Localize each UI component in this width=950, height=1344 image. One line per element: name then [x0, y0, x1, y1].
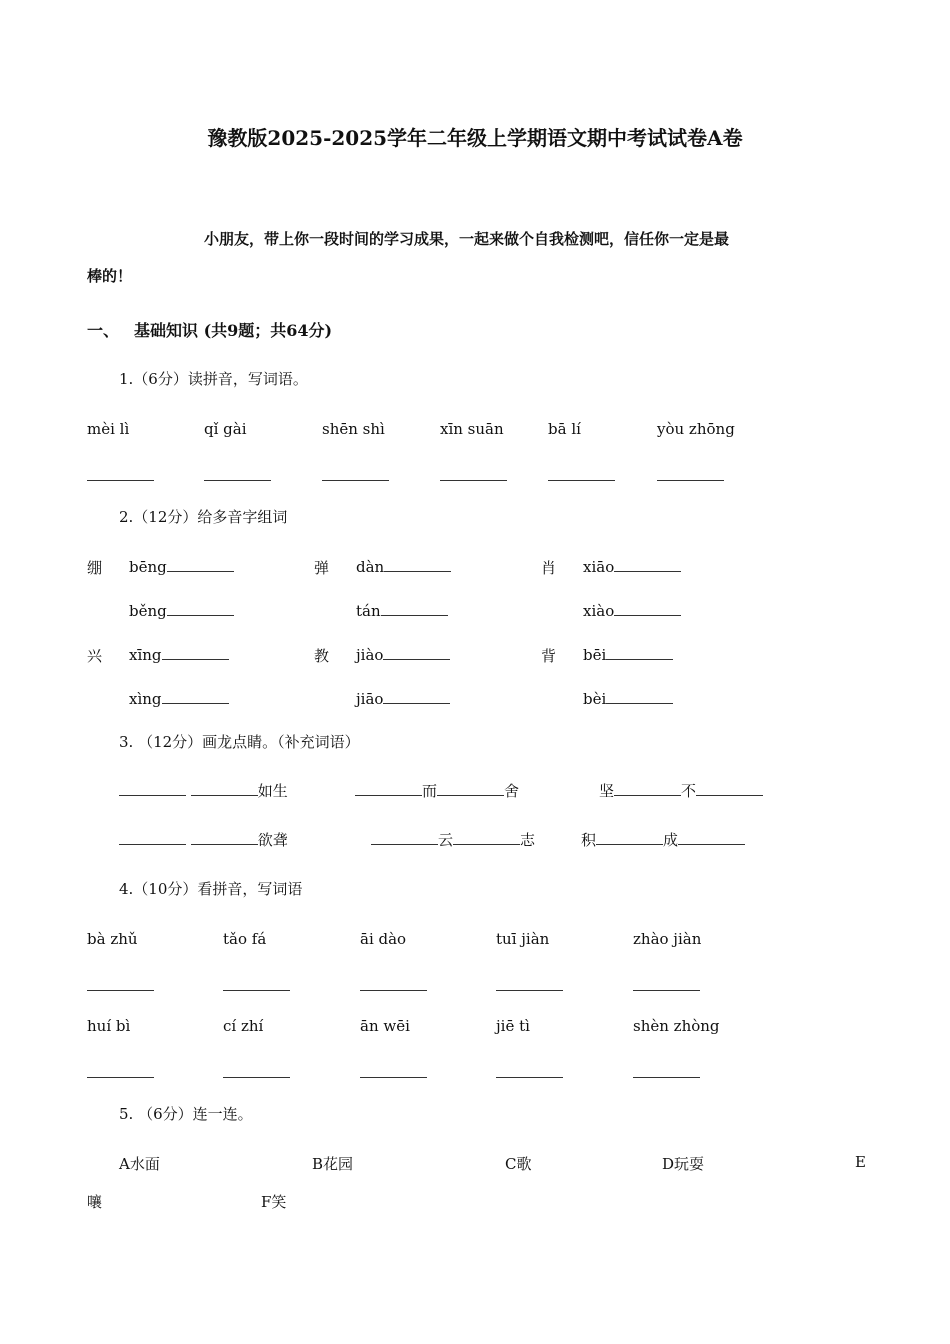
answer-blank[interactable] — [204, 480, 271, 481]
pinyin-item: āi dào — [360, 930, 407, 948]
intro-line-1: 小朋友，带上你一段时间的学习成果，一起来做个自我检测吧，信任你一定是最 — [204, 230, 730, 248]
pinyin-item: ān wēi — [360, 1017, 410, 1035]
answer-blank[interactable] — [614, 557, 681, 572]
question-3-label: 3. （12分）画龙点睛。（补充词语） — [119, 733, 360, 751]
answer-blank[interactable] — [437, 781, 504, 796]
reading-text: běng — [129, 602, 167, 620]
polyphone-reading — [129, 601, 234, 620]
section-heading: 基础知识 (共9题；共64分) — [134, 321, 333, 340]
reading-text: bèi — [583, 690, 607, 708]
polyphone-char: 教 — [314, 647, 330, 665]
polyphone-reading — [129, 689, 229, 708]
answer-blank[interactable] — [657, 480, 724, 481]
answer-blank[interactable] — [87, 990, 154, 991]
polyphone-char: 弹 — [314, 559, 330, 577]
polyphone-reading — [129, 645, 229, 664]
answer-blank[interactable] — [678, 830, 745, 845]
idiom-char: 而 — [422, 782, 438, 800]
match-item-continued[interactable]: 嚷 — [87, 1193, 103, 1211]
idiom-char: 如生 — [257, 782, 288, 800]
reading-text: xiào — [583, 602, 615, 620]
answer-blank[interactable] — [223, 990, 290, 991]
answer-blank[interactable] — [167, 601, 234, 616]
match-item[interactable]: F笑 — [261, 1193, 287, 1211]
reading-text: bēng — [129, 558, 167, 576]
reading-text: xìng — [129, 690, 162, 708]
answer-blank[interactable] — [614, 601, 681, 616]
polyphone-reading — [583, 645, 673, 664]
pinyin-item: xīn suān — [440, 420, 504, 438]
answer-blank[interactable] — [381, 601, 448, 616]
pinyin-item: mèi lì — [87, 420, 130, 438]
pinyin-item: jiē tì — [496, 1017, 530, 1035]
idiom-char: 云 — [438, 831, 454, 849]
reading-text: xiāo — [583, 558, 615, 576]
answer-blank[interactable] — [355, 781, 422, 796]
answer-blank[interactable] — [548, 480, 615, 481]
reading-text: jiāo — [356, 690, 384, 708]
idiom-item — [581, 829, 745, 850]
answer-blank[interactable] — [440, 480, 507, 481]
answer-blank[interactable] — [371, 830, 438, 845]
answer-blank[interactable] — [384, 557, 451, 572]
pinyin-item: huí bì — [87, 1017, 131, 1035]
answer-blank[interactable] — [223, 1077, 290, 1078]
polyphone-reading — [356, 689, 450, 708]
polyphone-reading — [583, 601, 681, 620]
polyphone-reading — [356, 557, 451, 576]
intro-line-2: 棒的！ — [87, 267, 133, 285]
idiom-item — [599, 780, 763, 801]
answer-blank[interactable] — [87, 480, 154, 481]
polyphone-char: 背 — [541, 647, 557, 665]
idiom-char: 坚 — [599, 782, 615, 800]
answer-blank[interactable] — [119, 781, 186, 796]
answer-blank[interactable] — [162, 645, 229, 660]
answer-blank[interactable] — [162, 689, 229, 704]
answer-blank[interactable] — [606, 689, 673, 704]
match-item[interactable]: E — [855, 1153, 866, 1171]
pinyin-item: qǐ gài — [204, 420, 247, 438]
match-item[interactable]: D玩耍 — [662, 1155, 705, 1173]
idiom-char: 积 — [581, 831, 597, 849]
answer-blank[interactable] — [322, 480, 389, 481]
answer-blank[interactable] — [596, 830, 663, 845]
match-item[interactable]: A水面 — [119, 1155, 160, 1173]
answer-blank[interactable] — [191, 830, 258, 845]
answer-blank[interactable] — [453, 830, 520, 845]
answer-blank[interactable] — [360, 990, 427, 991]
polyphone-reading — [583, 689, 673, 708]
pinyin-item: yòu zhōng — [657, 420, 735, 438]
question-4-label: 4.（10分）看拼音，写词语 — [119, 880, 303, 898]
document-title: 豫教版2025-2025学年二年级上学期语文期中考试试卷A卷 — [207, 126, 743, 150]
reading-text: bēi — [583, 646, 607, 664]
answer-blank[interactable] — [496, 990, 563, 991]
idiom-char: 舍 — [504, 782, 520, 800]
answer-blank[interactable] — [614, 781, 681, 796]
answer-blank[interactable] — [119, 830, 186, 845]
answer-blank[interactable] — [383, 689, 450, 704]
answer-blank[interactable] — [496, 1077, 563, 1078]
idiom-item — [355, 780, 519, 801]
question-5-label: 5. （6分）连一连。 — [119, 1105, 253, 1123]
pinyin-item: shēn shì — [322, 420, 385, 438]
polyphone-reading — [583, 557, 681, 576]
answer-blank[interactable] — [633, 990, 700, 991]
pinyin-item: tuī jiàn — [496, 930, 550, 948]
idiom-item — [119, 780, 288, 801]
pinyin-item: tǎo fá — [223, 930, 267, 948]
pinyin-item: bā lí — [548, 420, 581, 438]
answer-blank[interactable] — [606, 645, 673, 660]
idiom-item — [371, 829, 535, 850]
pinyin-item: cí zhí — [223, 1017, 264, 1035]
idiom-char: 欲聋 — [257, 831, 288, 849]
polyphone-char: 绷 — [87, 559, 103, 577]
polyphone-char: 兴 — [87, 647, 103, 665]
question-2-label: 2.（12分）给多音字组词 — [119, 508, 288, 526]
idiom-char: 不 — [681, 782, 697, 800]
answer-blank[interactable] — [696, 781, 763, 796]
answer-blank[interactable] — [167, 557, 234, 572]
pinyin-item: shèn zhòng — [633, 1017, 720, 1035]
answer-blank[interactable] — [360, 1077, 427, 1078]
answer-blank[interactable] — [633, 1077, 700, 1078]
idiom-char: 志 — [520, 831, 536, 849]
reading-text: dàn — [356, 558, 385, 576]
reading-text: jiào — [356, 646, 384, 664]
reading-text: tán — [356, 602, 381, 620]
reading-text: xīng — [129, 646, 162, 664]
idiom-item — [119, 829, 288, 850]
section-number: 一、 — [87, 321, 120, 340]
polyphone-reading — [356, 601, 448, 620]
pinyin-item: bà zhǔ — [87, 930, 138, 948]
answer-blank[interactable] — [87, 1077, 154, 1078]
answer-blank[interactable] — [191, 781, 258, 796]
polyphone-char: 肖 — [541, 559, 557, 577]
question-1-label: 1.（6分）读拼音，写词语。 — [119, 370, 308, 388]
polyphone-reading — [129, 557, 234, 576]
pinyin-item: zhào jiàn — [633, 930, 702, 948]
idiom-char: 成 — [663, 831, 679, 849]
polyphone-reading — [356, 645, 450, 664]
match-item[interactable]: B花园 — [312, 1155, 354, 1173]
match-item[interactable]: C歌 — [505, 1155, 532, 1173]
answer-blank[interactable] — [383, 645, 450, 660]
